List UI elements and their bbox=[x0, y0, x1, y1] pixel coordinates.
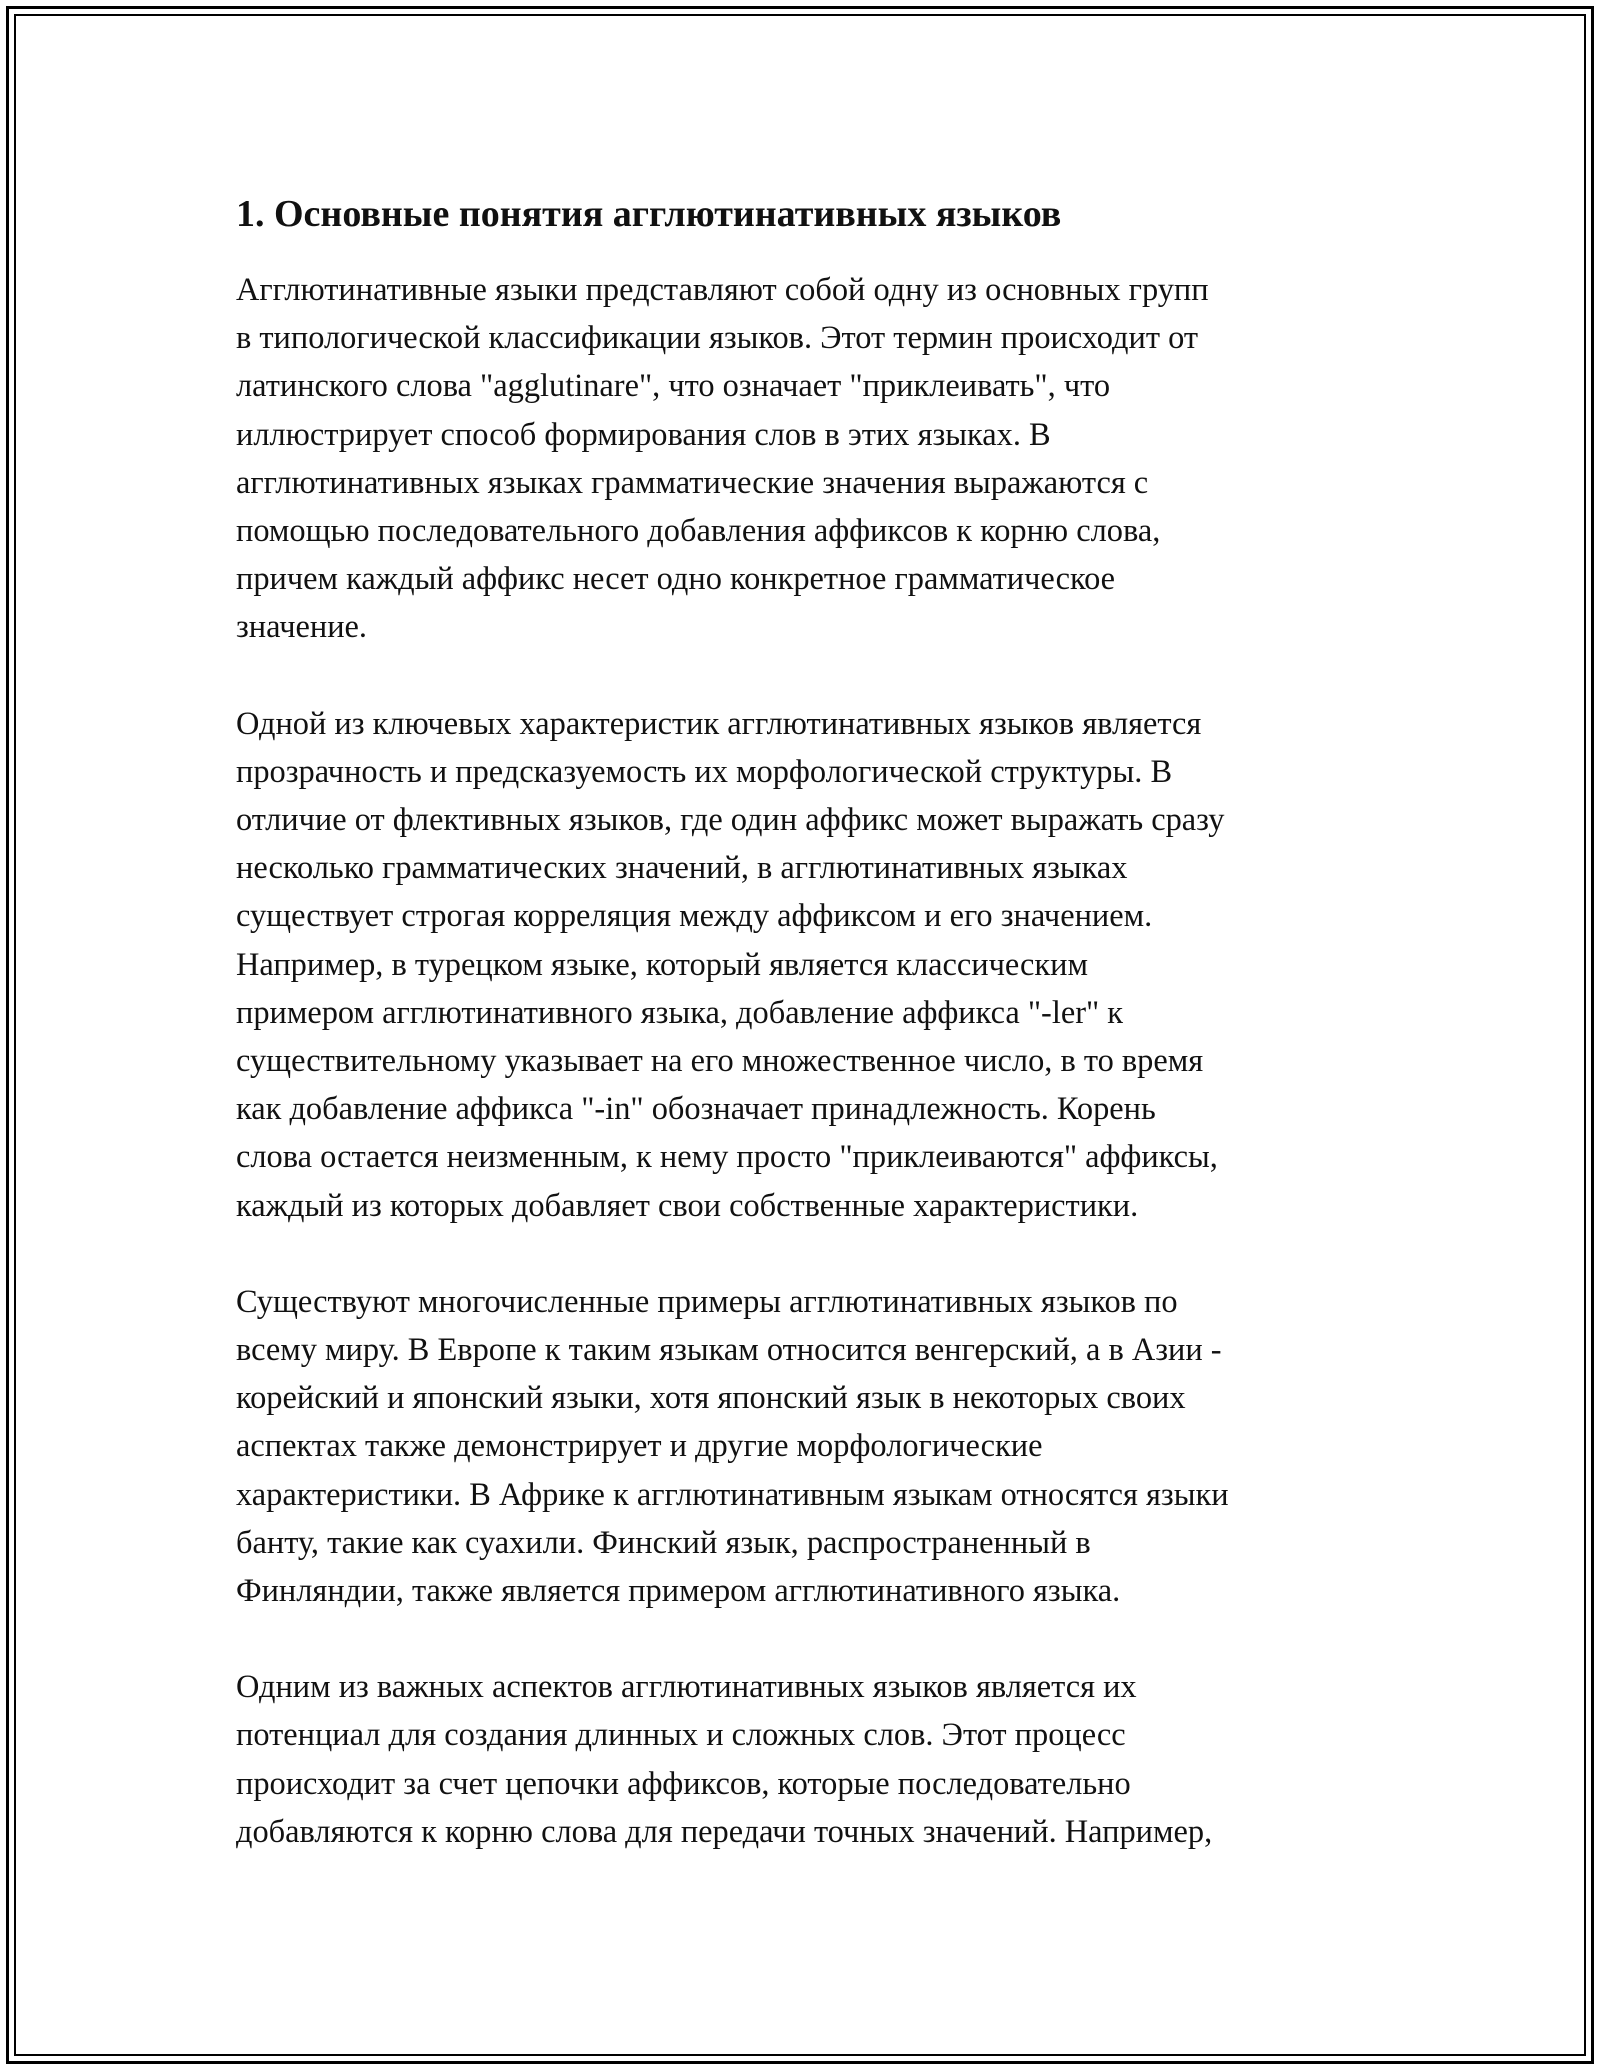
paragraph-2: Одной из ключевых характеристик агглютинативных языков является прозрачность и предсказуемость их морфологической структуры. В отличие от флективных языков, где один аффикс может выражать сразу несколько грамматических значений, в агглютинативных языках существует строгая корреляция между аффиксом и его значением. Например, в турецком языке, который является классическим примером агглютинативного языка, добавление аффикса "-ler" к существительному указывает на его множественное число, в то время как добавление аффикса "-in" обозначает принадлежность. Корень слова остается неизменным, к нему просто "приклеиваются" аффиксы, каждый из которых добавляет свои собственные характеристики. bbox=[236, 705, 1225, 1224]
paragraph-1: Агглютинативные языки представляют собой одну из основных групп в типологической классификации языков. Этот термин происходит от латинского слова "agglutinare", что означает "приклеивать", что иллюстрирует способ формирования слов в этих языках. В агглютинативных языках грамматические значения выражаются с помощью последовательного добавления аффиксов к корню слова, причем каждый аффикс несет одно конкретное грамматическое значение. bbox=[236, 272, 1209, 646]
document-body bbox=[236, 188, 1386, 1904]
section-heading: 1. Основные понятия агглютинативных языков bbox=[236, 193, 1062, 235]
paragraph-3: Существуют многочисленные примеры агглютинативных языков по всему миру. В Европе к таким языкам относится венгерский, а в Азии - корейский и японский языки, хотя японский язык в некоторых своих аспектах также демонстрирует и другие морфологические характеристики. В Африке к агглютинативным языкам относятся языки банту, такие как суахили. Финский язык, распространенный в Финляндии, также является примером агглютинативного языка. bbox=[236, 1283, 1229, 1610]
paragraph-4: Одним из важных аспектов агглютинативных языков является их потенциал для создания длинных и сложных слов. Этот процесс происходит за счет цепочки аффиксов, которые последовательно добавляются к корню слова для передачи точных значений. Например, bbox=[236, 1669, 1213, 1850]
